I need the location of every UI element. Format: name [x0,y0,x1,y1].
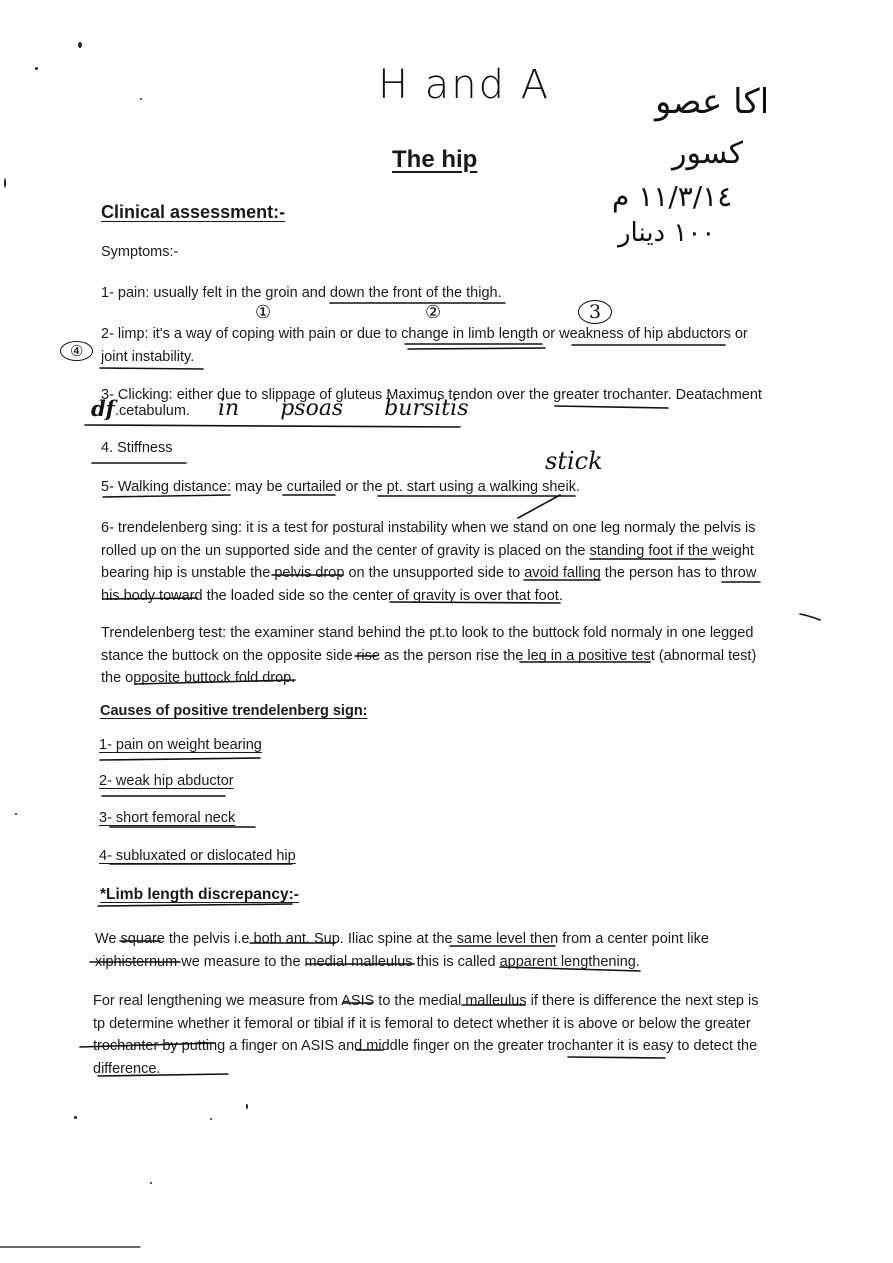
symptom-trendelenberg-sign: 6- trendelenberg sing: it is a test for postural instability when we stand on one leg normaly the pelvis is rolled up on the un supported side and the center of gravity is placed on the standing foot if the weight bearing hip is unstable the pelvis drop on the unsupported side to avoid falling the person has to throw his body toward the loaded side so the center of gravity is over that foot. [101,520,757,604]
handwritten-df: df [91,396,115,421]
symptom-stiffness: 4. Stiffness [101,440,173,456]
handwritten-psoas: in psoas bursitis [218,396,469,421]
causes-heading: Causes of positive trendelenberg sign: [100,703,368,719]
symptom-pain: 1- pain: usually felt in the groin and down the front of the thigh. [101,285,502,301]
cause-item: 3- short femoral neck [99,810,236,826]
limb-length-heading: *Limb length discrepancy:- [100,886,299,903]
scan-speck [150,1182,152,1184]
limb-paragraph: We square the pelvis i.e both ant. Sup. Iliac spine at the same level then from a center point like xiphisternum we measure to the medial malleulus this is called apparent lengthening. [95,931,709,970]
scan-speck [4,178,6,188]
symptom-walking-distance: 5- Walking distance: may be curtailed or the pt. start using a walking sheik. [101,479,580,495]
handwritten-stick: stick [545,447,603,475]
scan-speck [246,1104,248,1109]
limb-paragraph: For real lengthening we measure from ASIS to the medial malleulus if there is difference the next step is tp determine whether it femoral or tibial if it is femoral to detect whether it is above or below the greater trochanter by putting a finger on ASIS and middle finger on the greater trochanter it is easy to detect the difference. [93,993,759,1077]
scan-speck [210,1118,212,1120]
page-title: The hip [392,146,478,173]
scan-speck [15,813,17,815]
cause-item: 2- weak hip abductor [99,773,234,789]
symptom-clicking-line1: 3- Clicking: either due to slippage of gluteus Maximus tendon over the greater trochanter. Deatachment [101,387,762,403]
cause-item: 1- pain on weight bearing [99,737,262,753]
note-4: ④ [60,341,93,361]
symptom-limp: 2- limp: it's a way of coping with pain or due to change in limb length or weakness of hip abductors or joint instability. [101,326,748,365]
scan-speck [78,42,82,48]
handwritten-header: H and A [378,62,551,108]
symptoms-label: Symptoms:- [101,244,179,260]
clinical-assessment-heading: Clinical assessment:- [101,202,286,222]
handwritten-arabic-date: ١١/٣/١٤ م [612,180,733,213]
scan-speck [35,67,38,70]
note-3: 3 [578,300,612,324]
cause-item: 4- subluxated or dislocated hip [99,848,296,864]
trendelenberg-test: Trendelenberg test: the examiner stand behind the pt.to look to the buttock fold normaly in one legged stance the buttock on the opposite side rise as the person rise the leg in a positive test (abnormal test) the opposite buttock fold drop. [101,625,757,686]
note-2: ② [425,302,442,323]
symptom-clicking-line2: .cetabulum. [115,403,190,419]
scan-speck [74,1116,77,1119]
handwritten-arabic-subject: اكا عصو [655,82,770,122]
scan-speck [140,98,142,100]
handwritten-arabic-price: ١٠٠ دينار [618,218,716,248]
note-1: ① [255,302,272,323]
handwritten-arabic-topic: كسور [672,136,744,171]
